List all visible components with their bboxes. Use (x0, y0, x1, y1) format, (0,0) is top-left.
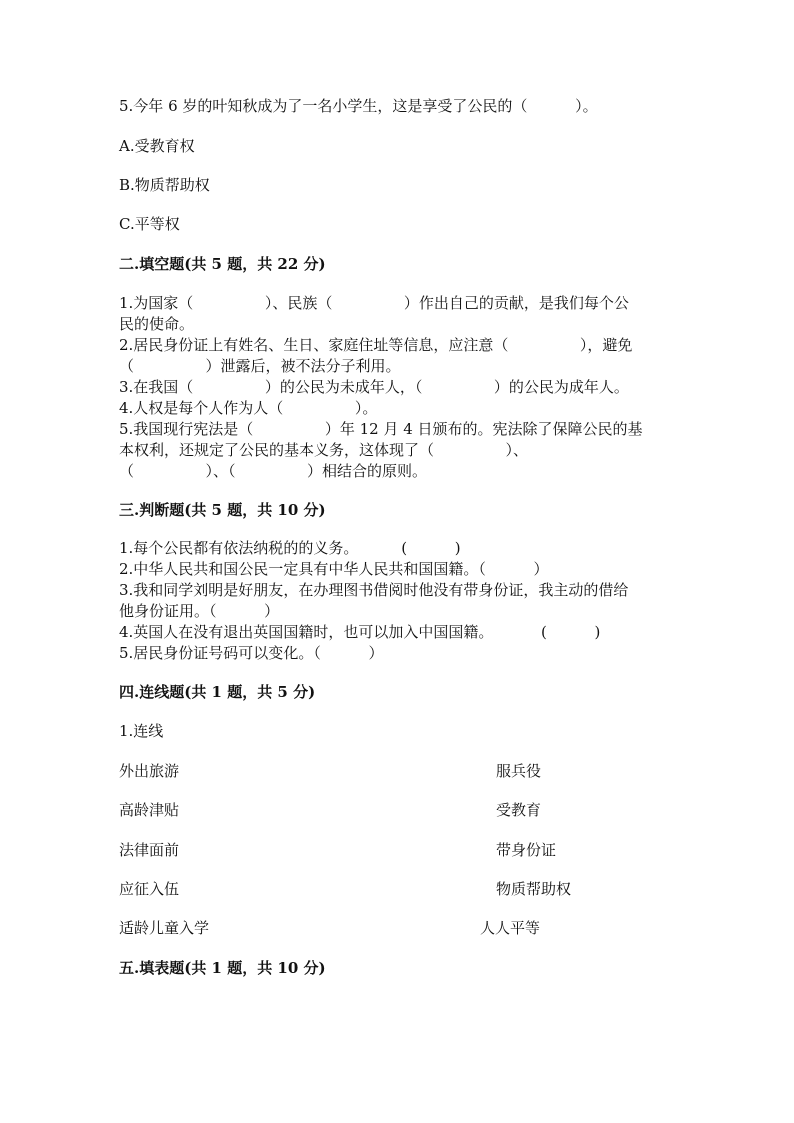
matching-left-item: 高龄津贴 (119, 801, 180, 819)
mc-question-5-stem: 5.今年 6 岁的叶知秋成为了一名小学生，这是享受了公民的（ ）。 (119, 97, 598, 115)
matching-right-item: 带身份证 (496, 841, 557, 859)
mc-option-a: A.受教育权 (119, 137, 195, 155)
fill-line-5: 3.在我国（ ）的公民为未成年人，（ ）的公民为成年人。 (119, 378, 629, 396)
section-3-title: 三.判断题(共 5 题，共 10 分) (119, 501, 326, 519)
matching-left-item: 应征入伍 (119, 880, 180, 898)
judge-line-3: 3.我和同学刘明是好朋友，在办理图书借阅时他没有带身份证，我主动的借给 (119, 581, 629, 599)
fill-line-7: 5.我国现行宪法是（ ）年 12 月 4 日颁布的。宪法除了保障公民的基 (119, 420, 643, 438)
matching-left-item: 外出旅游 (119, 762, 180, 780)
fill-line-4: （ ）泄露后，被不法分子利用。 (119, 357, 401, 375)
mc-option-c: C.平等权 (119, 215, 180, 233)
matching-right-item: 受教育 (496, 801, 542, 819)
fill-line-9: （ ）、（ ）相结合的原则。 (119, 462, 428, 480)
mc-option-b: B.物质帮助权 (119, 176, 210, 194)
matching-right-item: 物质帮助权 (496, 880, 572, 898)
fill-line-2: 民的使命。 (119, 315, 195, 333)
section-2-title: 二.填空题(共 5 题，共 22 分) (119, 255, 326, 273)
fill-line-1: 1.为国家（ ）、民族（ ）作出自己的贡献，是我们每个公 (119, 294, 629, 312)
matching-left-item: 法律面前 (119, 841, 180, 859)
judge-line-1: 1.每个公民都有依法纳税的的义务。 ( ) (119, 539, 461, 557)
fill-line-3: 2.居民身份证上有姓名、生日、家庭住址等信息，应注意（ ），避免 (119, 336, 633, 354)
section-5-title: 五.填表题(共 1 题，共 10 分) (119, 959, 326, 977)
fill-line-8: 本权利，还规定了公民的基本义务，这体现了（ ）、 (119, 441, 529, 459)
judge-line-2: 2.中华人民共和国公民一定具有中华人民共和国国籍。（ ） (119, 560, 549, 578)
judge-line-4: 他身份证用。（ ） (119, 602, 280, 620)
matching-right-item: 服兵役 (496, 762, 542, 780)
section-4-title: 四.连线题(共 1 题，共 5 分) (119, 683, 316, 701)
judge-line-5: 4.英国人在没有退出英国国籍时，也可以加入中国国籍。 ( ) (119, 623, 601, 641)
matching-question: 1.连线 (119, 722, 164, 740)
matching-right-item: 人人平等 (480, 919, 541, 937)
judge-line-6: 5.居民身份证号码可以变化。（ ） (119, 644, 384, 662)
fill-line-6: 4.人权是每个人作为人（ ）。 (119, 399, 378, 417)
matching-left-item: 适龄儿童入学 (119, 919, 210, 937)
